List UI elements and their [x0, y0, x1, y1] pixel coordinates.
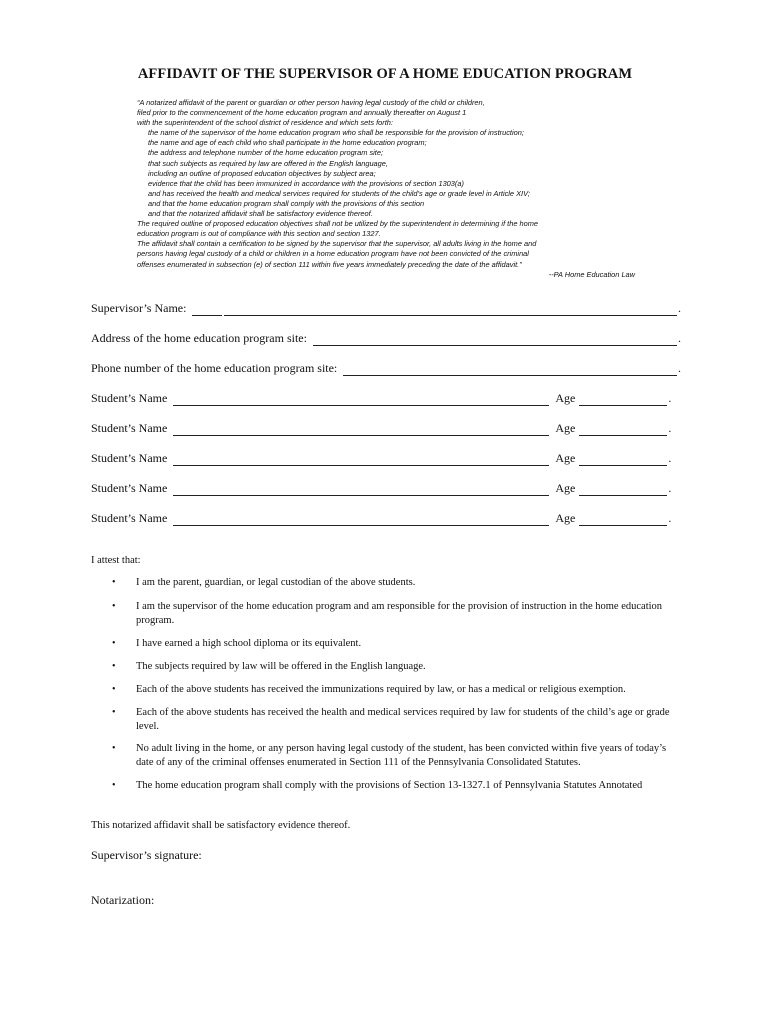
notarization-label: Notarization:	[91, 893, 155, 907]
bullet-icon: •	[112, 601, 116, 612]
student-row-5	[91, 510, 681, 526]
phone-label: Phone number of the home education program site:	[91, 361, 338, 375]
student-name-label: Student’s Name	[91, 421, 168, 435]
student-name-field[interactable]	[173, 514, 549, 526]
student-name-label: Student’s Name	[91, 481, 168, 495]
attestation-text: The subjects required by law will be offered in the English language.	[136, 661, 426, 672]
document-title: AFFIDAVIT OF THE SUPERVISOR OF A HOME EDUCATION PROGRAM	[137, 66, 633, 82]
quote-indented-line: the name of the supervisor of the home education program who shall be responsible for the provision of instruction;	[148, 128, 524, 138]
attest-intro: I attest that:	[91, 555, 141, 566]
attestation-text: I have earned a high school diploma or its equivalent.	[136, 638, 362, 649]
student-age-field[interactable]	[579, 454, 667, 466]
bullet-icon: •	[112, 661, 116, 672]
quote-attribution: --PA Home Education Law	[548, 269, 635, 279]
student-row-4	[91, 480, 681, 496]
student-name-field[interactable]	[173, 484, 549, 496]
student-age-field[interactable]	[579, 484, 667, 496]
quote-indented-line: the name and age of each child who shall participate in the home education program;	[148, 138, 427, 148]
quote-line: offenses enumerated in subsection (e) of section 111 within five years immediately preceding the date of the affidavit.”	[137, 259, 522, 269]
quote-indented-line: and has received the health and medical services required for students of the child’s age or grade level in Article XIV;	[148, 188, 530, 198]
period: .	[678, 331, 681, 345]
age-label: Age	[555, 421, 576, 435]
student-name-label: Student’s Name	[91, 451, 168, 465]
quote-line: persons having legal custody of a child or children in a home education program have not been convicted of the criminal	[137, 249, 529, 259]
bullet-icon: •	[112, 684, 116, 695]
quote-line: filed prior to the commencement of the home education program and annually thereafter on August 1	[137, 108, 467, 118]
address-label: Address of the home education program site:	[91, 331, 307, 345]
quote-indented-line: and that the home education program shall comply with the provisions of this section	[148, 198, 425, 208]
bullet-icon: •	[112, 743, 116, 754]
age-label: Age	[555, 511, 576, 525]
bullet-icon: •	[112, 577, 116, 588]
address-field[interactable]	[313, 334, 677, 346]
student-name-field[interactable]	[173, 454, 549, 466]
student-name-label: Student’s Name	[91, 511, 168, 525]
period: .	[668, 481, 672, 495]
supervisor-name-label: Supervisor’s Name:	[91, 301, 187, 315]
quote-indented-line: the address and telephone number of the home education program site;	[148, 148, 384, 158]
student-age-field[interactable]	[579, 394, 667, 406]
period: .	[668, 421, 672, 435]
address-row	[91, 330, 681, 346]
signature-label: Supervisor’s signature:	[91, 848, 202, 862]
attestation-text: I am the parent, guardian, or legal custodian of the above students.	[136, 577, 416, 588]
age-label: Age	[555, 481, 576, 495]
attestation-text: Each of the above students has received the immunizations required by law, or has a medical or religious exemption.	[136, 684, 626, 695]
student-age-field[interactable]	[579, 424, 667, 436]
closing-statement: This notarized affidavit shall be satisfactory evidence thereof.	[91, 820, 351, 831]
period: .	[678, 301, 681, 315]
attestation-text: The home education program shall comply with the provisions of Section 13-1327.1 of Pennsylvania Statutes Annotated	[136, 780, 643, 791]
student-row-3	[91, 450, 681, 466]
quote-indented-line: and that the notarized affidavit shall be satisfactory evidence thereof.	[148, 209, 373, 219]
age-label: Age	[555, 391, 576, 405]
period: .	[668, 511, 672, 525]
student-name-field[interactable]	[173, 394, 549, 406]
phone-field[interactable]	[343, 364, 677, 376]
quote-line: with the superintendent of the school district of residence and which sets forth:	[137, 118, 393, 128]
bullet-icon: •	[112, 780, 116, 791]
quote-line: “A notarized affidavit of the parent or guardian or other person having legal custody of the child or children,	[137, 98, 485, 107]
age-label: Age	[555, 451, 576, 465]
quote-line: The required outline of proposed education objectives shall not be utilized by the superintendent in determining if the home	[137, 219, 538, 229]
attestation-text: I am the supervisor of the home education program and am responsible for the provision of instruction in the home education program.	[136, 601, 663, 626]
student-row-1	[91, 390, 681, 406]
supervisor-name-lead-line	[192, 304, 222, 316]
student-name-label: Student’s Name	[91, 391, 168, 405]
attestation-text: Each of the above students has received the health and medical services required by law for students of the child’s age or grade level.	[136, 707, 670, 732]
quote-indented-line: including an outline of proposed education objectives by subject area;	[148, 168, 376, 178]
supervisor-name-row	[91, 300, 681, 316]
attestation-text: No adult living in the home, or any person having legal custody of the student, has been convicted within five years of today’s date of any of the criminal offenses enumerated in Section 111 of the Pennsylvania Consolidated Statutes.	[136, 743, 667, 768]
student-name-field[interactable]	[173, 424, 549, 436]
quote-line: The affidavit shall contain a certification to be signed by the supervisor that the supervisor, all adults living in the home and	[137, 239, 537, 249]
phone-row	[91, 360, 681, 376]
quote-line: education program is out of compliance with this section and section 1327.	[137, 229, 381, 239]
bullet-icon: •	[112, 638, 116, 649]
period: .	[678, 361, 681, 375]
quote-indented-line: evidence that the child has been immunized in accordance with the provisions of section 1303(a)	[148, 178, 464, 188]
student-age-field[interactable]	[579, 514, 667, 526]
bullet-icon: •	[112, 707, 116, 718]
quote-indented-line: that such subjects as required by law are offered in the English language,	[148, 158, 388, 168]
student-row-2	[91, 420, 681, 436]
supervisor-name-field[interactable]	[224, 304, 677, 316]
period: .	[668, 451, 672, 465]
law-quote	[137, 98, 637, 280]
period: .	[668, 391, 672, 405]
